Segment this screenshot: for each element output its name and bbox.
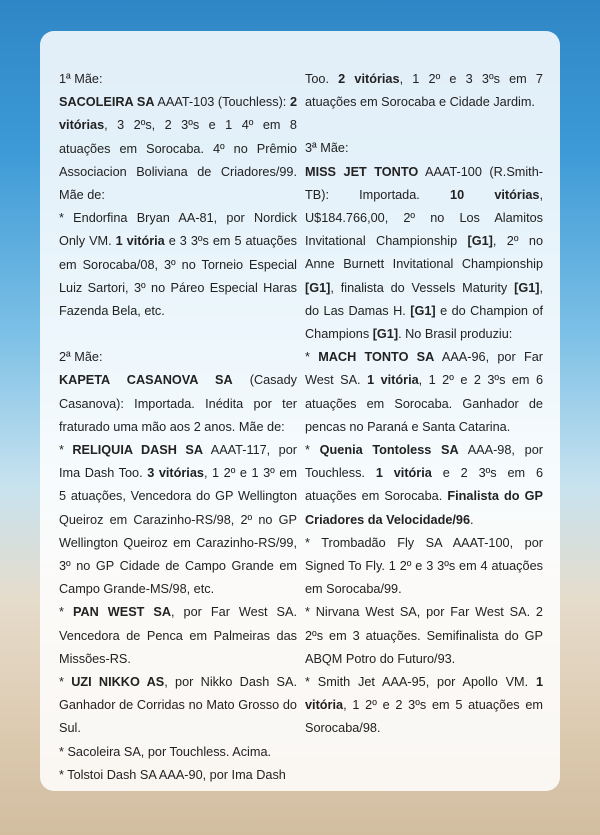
paragraph xyxy=(305,439,543,532)
paragraph xyxy=(59,741,297,764)
bold-text: 1 vitória xyxy=(305,675,543,713)
text-run: AAA-98, por Touchless. xyxy=(305,443,543,481)
bold-text: [G1] xyxy=(410,303,436,318)
bold-text: 2 vitórias xyxy=(338,72,400,86)
text-run: , 1 2º e 2 3ºs em 6 atuações em Sorocaba. Ganhador de pencas no Paraná e Santa Catarina. xyxy=(305,373,544,434)
left-column xyxy=(59,68,297,787)
text-run: AAA-96, por Far West SA. xyxy=(305,350,543,388)
paragraph xyxy=(305,532,543,602)
bold-text: [G1] xyxy=(372,327,399,342)
text-run: . No Brasil produziu: xyxy=(398,327,513,342)
text-run: , 2º no Anne Burnett Invitational Championship xyxy=(305,234,543,272)
bold-text: PAN WEST SA xyxy=(72,605,172,620)
text-run: , por Far West SA. Vencedora de Penca em Palmeiras das Missões-RS. xyxy=(59,605,298,666)
text-run: * xyxy=(59,605,73,620)
bold-text: 10 vitórias xyxy=(450,187,540,202)
paragraph xyxy=(305,137,543,160)
paragraph xyxy=(305,601,543,671)
text-run: AAAT-103 (Touchless): xyxy=(154,95,290,110)
text-run: * Endorfina Bryan AA-81, por Nordick Only VM. xyxy=(59,211,297,249)
text-run: Too. xyxy=(305,72,339,86)
text-run: AAAT-117, por Ima Dash Too. xyxy=(59,443,297,481)
text-run: 1ª Mãe: xyxy=(59,72,103,86)
text-run: , U$184.766,00, 2º no Los Alamitos Invitational Championship xyxy=(305,187,543,249)
text-run: * xyxy=(59,443,73,458)
bold-text: SACOLEIRA SA xyxy=(59,95,155,110)
text-run: e 3 3ºs em 5 atuações em Sorocaba/08, 3º no Torneio Especial Luiz Sartori, 3º no Páreo Especial Haras Fazenda Bela, etc. xyxy=(59,234,297,319)
paragraph xyxy=(305,671,543,741)
text-run: * Tolstoi Dash SA AAA-90, por Ima Dash xyxy=(59,767,286,782)
text-run: , 1 2º e 3 3ºs em 7 atuações em Sorocaba e Cidade Jardim. xyxy=(305,72,543,110)
paragraph xyxy=(59,91,297,207)
paragraph xyxy=(59,764,297,787)
text-run: AAAT-100 (R.Smith-TB): Importada. xyxy=(305,164,543,202)
paragraph xyxy=(59,369,297,439)
text-run: . xyxy=(470,512,474,527)
bold-text: UZI NIKKO AS xyxy=(71,675,165,690)
text-run: , 3 2ºs, 2 3ºs e 1 4º em 8 atuações em Sorocaba. 4º no Prêmio Associacion Boliviana de Criadores/99. Mãe de: xyxy=(59,118,297,203)
bold-text: Quenia Tontoless SA xyxy=(319,443,459,458)
paragraph xyxy=(305,161,543,347)
paragraph xyxy=(305,346,543,439)
text-run: , 1 2º e 2 3ºs em 5 atuações em Sorocaba/98. xyxy=(305,698,543,736)
bold-text: RELIQUIA DASH SA xyxy=(72,443,203,458)
bold-text: MACH TONTO SA xyxy=(318,350,435,365)
paragraph xyxy=(59,346,297,369)
paragraph xyxy=(59,207,297,323)
bold-text: [G1] xyxy=(305,280,331,295)
bold-text: Finalista do GP Criadores da Velocidade/96 xyxy=(305,489,543,527)
text-run: 2ª Mãe: xyxy=(59,350,103,365)
text-run: (Casady Casanova): Importada. Inédita por ter fraturado uma mão aos 2 anos. Mãe de: xyxy=(59,373,297,434)
bold-text: 3 vitórias xyxy=(147,466,204,481)
text-run: * xyxy=(305,350,319,365)
text-run: * xyxy=(305,443,320,458)
bold-text: [G1] xyxy=(467,234,493,249)
text-run: * Sacoleira SA, por Touchless. Acima. xyxy=(59,744,272,759)
text-run: 3ª Mãe: xyxy=(305,141,349,156)
paragraph xyxy=(59,439,297,601)
text-run: e do Champion of Champions xyxy=(305,303,544,342)
text-run: , finalista do Vessels Maturity xyxy=(330,280,515,295)
paragraph-gap xyxy=(59,323,297,346)
text-run: * Nirvana West SA, por Far West SA. 2 2ºs em 3 atuações. Semifinalista do GP ABQM Potro do Futuro/93. xyxy=(305,605,543,666)
bold-text: 1 vitória xyxy=(115,234,165,249)
bold-text: [G1] xyxy=(514,280,540,295)
text-run: e 2 3ºs em 6 atuações em Sorocaba. xyxy=(305,466,544,504)
paragraph xyxy=(305,68,543,114)
text-run: * Trombadão Fly SA AAAT-100, por Signed To Fly. 1 2º e 3 3ºs em 4 atuações em Sorocaba/99. xyxy=(305,535,543,597)
text-run: * Smith Jet AAA-95, por Apollo VM. xyxy=(305,675,536,690)
bold-text: MISS JET TONTO xyxy=(305,164,419,179)
bold-text: 1 vitória xyxy=(367,373,419,388)
paragraph xyxy=(59,671,297,741)
text-run: , do Las Damas H. xyxy=(305,280,543,318)
text-run: * xyxy=(59,675,72,690)
text-run: , 1 2º e 1 3º em 5 atuações, Vencedora do GP Wellington Queiroz em Carazinho-RS/98, 2º no GP Wellington Queiroz em Carazinho-RS/99, 3º no GP Cidade de Campo Grande em Campo Grande-MS/98, etc. xyxy=(59,466,297,597)
paragraph-gap xyxy=(305,114,543,137)
bold-text: 2 vitórias xyxy=(59,95,297,133)
paragraph xyxy=(59,601,297,671)
bold-text: KAPETA CASANOVA SA xyxy=(59,373,233,388)
text-run: , por Nikko Dash SA. Ganhador de Corridas no Mato Grosso do Sul. xyxy=(59,675,297,736)
paragraph xyxy=(59,68,297,91)
bold-text: 1 vitória xyxy=(375,466,432,481)
right-column xyxy=(305,68,543,741)
